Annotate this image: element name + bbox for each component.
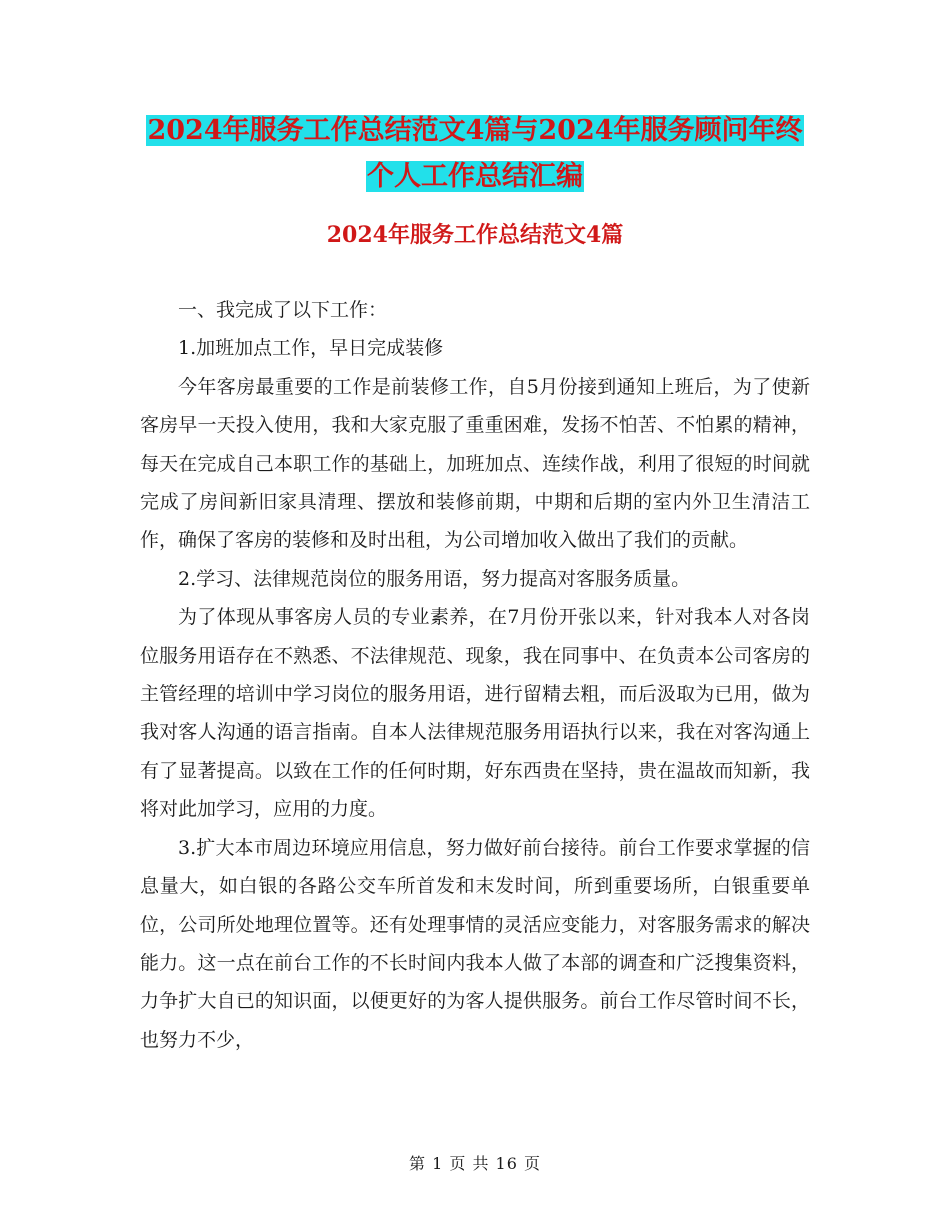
section-title: 2024年服务工作总结范文4篇 bbox=[326, 222, 624, 248]
title-line-2: 个人工作总结汇编 bbox=[367, 161, 583, 192]
title-line-1: 2024年服务工作总结范文4篇与2024年服务顾问年终 bbox=[147, 115, 803, 146]
paragraph: 一、我完成了以下工作： bbox=[178, 299, 388, 321]
document-title bbox=[0, 108, 950, 200]
page-footer: 第 1 页 共 16 页 bbox=[409, 1154, 541, 1173]
paragraph: 2.学习、法律规范岗位的服务用语，努力提高对客服务质量。 bbox=[178, 567, 691, 590]
paragraph: 1.加班加点工作，早日完成装修 bbox=[178, 337, 444, 360]
document-body bbox=[140, 291, 810, 1059]
paragraph: 3.扩大本市周边环境应用信息，努力做好前台接待。前台工作要求掌握的信息量大，如白银的各路公交车所首发和末发时间，所到重要场所，白银重要单位，公司所处地理位置等。还有处理事情的灵活应变能力，对客服务需求的解决能力。这一点在前台工作的不长时间内我本人做了本部的调查和广泛搜集资料，力争扩大自已的知识面，以便更好的为客人提供服务。前台工作尽管时间不长，也努力不少， bbox=[140, 836, 810, 1051]
paragraph: 今年客房最重要的工作是前装修工作，自5月份接到通知上班后，为了使新客房早一天投入使用，我和大家克服了重重困难，发扬不怕苦、不怕累的精神，每天在完成自己本职工作的基础上，加班加点、连续作战，利用了很短的时间就完成了房间新旧家具清理、摆放和装修前期，中期和后期的室内外卫生清洁工作，确保了客房的装修和及时出租，为公司增加收入做出了我们的贡献。 bbox=[140, 375, 810, 552]
paragraph: 为了体现从事客房人员的专业素养，在7月份开张以来，针对我本人对各岗位服务用语存在不熟悉、不法律规范、现象，我在同事中、在负责本公司客房的主管经理的培训中学习岗位的服务用语，进行留精去粗，而后汲取为已用，做为我对客人沟通的语言指南。自本人法律规范服务用语执行以来，我在对客沟通上有了显著提高。以致在工作的任何时期，好东西贵在坚持，贵在温故而知新，我将对此加学习，应用的力度。 bbox=[140, 606, 810, 821]
